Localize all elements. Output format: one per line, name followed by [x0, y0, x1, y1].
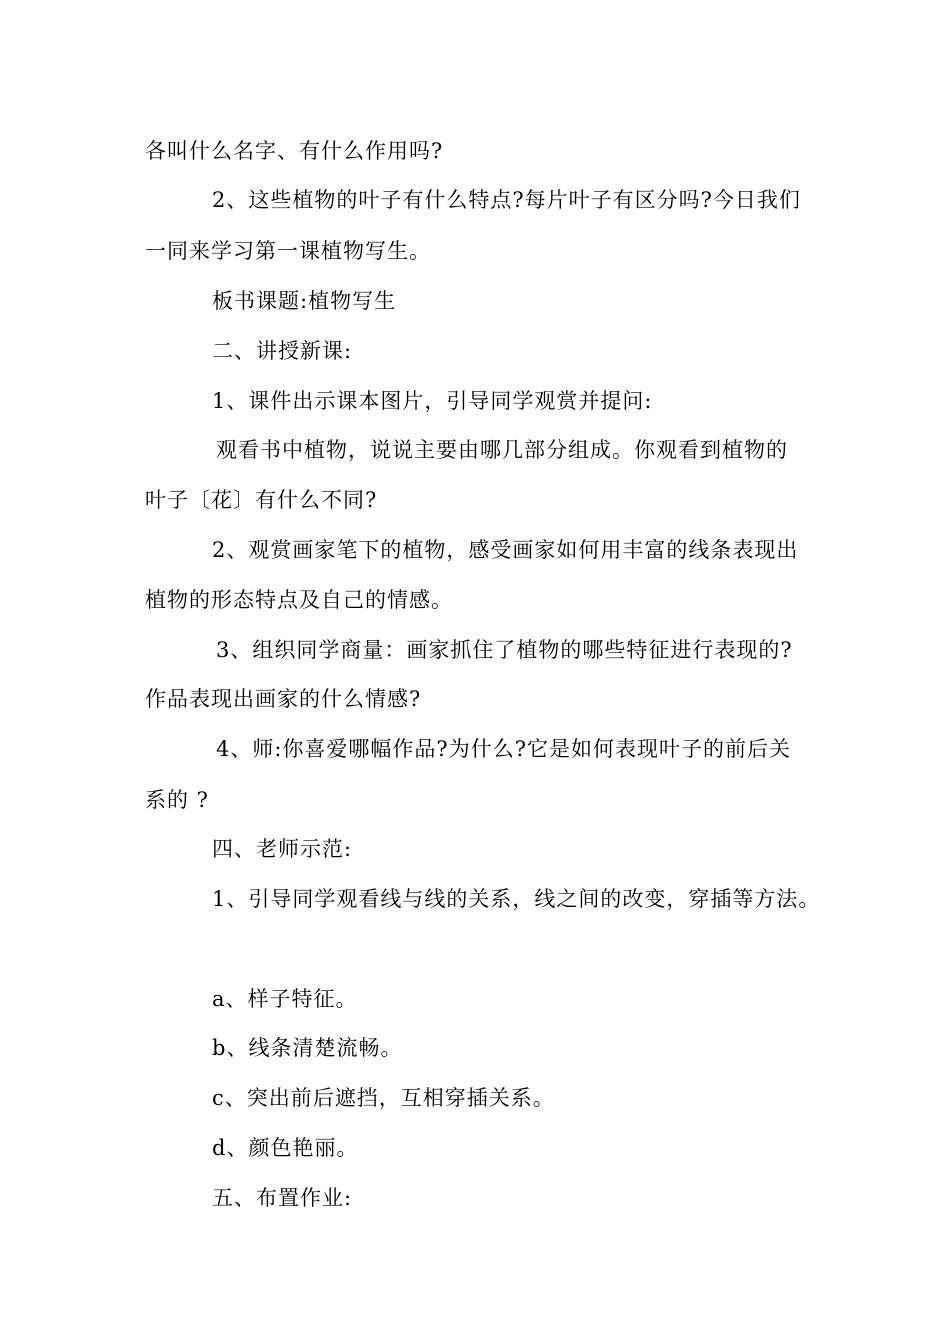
text-line: 一同来学习第一课植物写生。	[145, 239, 431, 263]
text-line: 2、观赏画家笔下的植物，感受画家如何用丰富的线条表现出	[212, 538, 799, 562]
text-line: 板书课题:植物写生	[212, 289, 397, 313]
text-line: b、线条清楚流畅。	[212, 1036, 403, 1060]
text-line: 4、师:你喜爱哪幅作品?为什么?它是如何表现叶子的前后关	[216, 737, 791, 761]
text-line: 植物的形态特点及自己的情感。	[145, 588, 453, 612]
text-line: 叶子〔花〕有什么不同?	[145, 488, 378, 512]
text-line: d、颜色艳丽。	[212, 1136, 359, 1160]
text-line: 1、课件出示课本图片，引导同学观赏并提问:	[212, 389, 653, 413]
text-line: 2、这些植物的叶子有什么特点?每片叶子有区分吗?今日我们	[212, 188, 801, 212]
text-line: 3、组织同学商量：画家抓住了植物的哪些特征进行表现的?	[216, 638, 793, 662]
text-line: 观看书中植物，说说主要由哪几部分组成。你观看到植物的	[216, 438, 788, 462]
text-line: 四、老师示范:	[212, 837, 353, 861]
text-line: 系的 ?	[145, 788, 209, 812]
text-line: 五、布置作业:	[212, 1186, 353, 1210]
text-line: c、突出前后遮挡，互相穿插关系。	[212, 1086, 555, 1110]
text-line: 各叫什么名字、有什么作用吗?	[145, 139, 444, 163]
text-line: 1、引导同学观看线与线的关系，线之间的改变，穿插等方法。	[212, 887, 821, 911]
text-line: 作品表现出画家的什么情感?	[145, 687, 422, 711]
text-line: 二、讲授新课:	[212, 339, 353, 363]
text-line: a、样子特征。	[212, 987, 358, 1011]
